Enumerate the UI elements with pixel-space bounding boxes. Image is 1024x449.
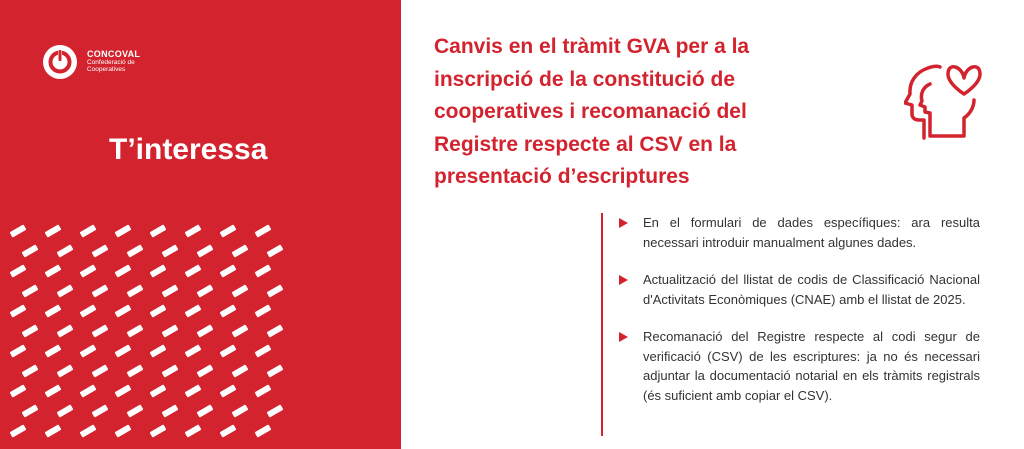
decorative-dash [197,284,214,297]
decorative-dash [255,304,272,317]
decorative-dash [150,224,167,237]
decorative-dash [162,244,179,257]
decorative-dash [45,384,62,397]
decorative-dash [220,264,237,277]
bullet-arrow-icon [619,218,628,228]
decorative-dash [92,284,109,297]
decorative-dash [92,324,109,337]
decorative-dash [267,284,284,297]
decorative-dash [197,244,214,257]
decorative-dash [197,404,214,417]
brand-subtitle-line2: Cooperatives [87,65,126,73]
decorative-dash [127,284,144,297]
decorative-dash [10,424,27,437]
decorative-dash [127,404,144,417]
section-tag: T’interessa [109,133,268,166]
decorative-dash [255,264,272,277]
head-heart-icon [904,60,986,140]
decorative-dash [185,344,202,357]
bullet-arrow-icon [619,275,628,285]
decorative-dash [197,364,214,377]
decorative-dash [220,384,237,397]
logo-text [87,50,140,73]
decorative-dash [10,344,27,357]
decorative-dash [232,324,249,337]
decorative-dash [232,284,249,297]
decorative-dash [57,284,74,297]
list-item [615,270,980,309]
decorative-dash [92,364,109,377]
concoval-logo-icon [42,44,78,80]
decorative-dash [162,284,179,297]
decorative-dash [267,404,284,417]
decorative-dash [185,304,202,317]
decorative-dash [57,324,74,337]
decorative-dash [10,224,27,237]
decorative-dash [255,384,272,397]
bullet-arrow-icon [619,332,628,342]
decorative-dash [255,344,272,357]
bullet-divider [601,213,603,436]
decorative-dash [185,264,202,277]
decorative-dash [45,224,62,237]
decorative-dash [220,224,237,237]
decorative-dash [232,364,249,377]
decorative-dash [150,384,167,397]
decorative-dash [197,324,214,337]
decorative-dash [115,224,132,237]
bullet-text: En el formulari de dades específiques: ara resulta necessari introduir manualment algunes dades. [643,215,980,250]
decorative-dash [162,364,179,377]
decorative-dash [115,304,132,317]
decorative-dash [115,384,132,397]
brand-subtitle-line1: Confederació de [87,58,135,66]
list-item [615,327,980,405]
decorative-dash [185,224,202,237]
decorative-dash [80,424,97,437]
decorative-dash [267,364,284,377]
decorative-dash [150,344,167,357]
decorative-dash [220,344,237,357]
decorative-dash [162,324,179,337]
decorative-dash [92,244,109,257]
decorative-dash [45,264,62,277]
decorative-dash [80,304,97,317]
decorative-dash [115,264,132,277]
page-title: Canvis en el tràmit GVA per a la inscripció de la constitució de cooperatives i recomanació del Registre respecte al CSV en la presentació d’escriptures [434,35,750,188]
decorative-dash [22,364,39,377]
decorative-dash [232,404,249,417]
decorative-dash [10,264,27,277]
list-item [615,213,980,252]
decorative-dash [267,324,284,337]
decorative-dash [22,244,39,257]
content-panel [401,0,1024,449]
decorative-dash [220,304,237,317]
decorative-dash [185,384,202,397]
decorative-dash [255,424,272,437]
bullet-list [615,213,980,405]
decorative-dash [45,344,62,357]
decorative-dash [255,224,272,237]
decorative-dash [80,384,97,397]
decorative-dash [80,224,97,237]
decorative-dash [10,304,27,317]
decorative-dash [185,424,202,437]
left-panel [0,0,401,449]
decorative-dash [267,244,284,257]
decorative-dash [127,244,144,257]
decorative-dash [45,424,62,437]
decorative-dash [127,324,144,337]
decorative-dash [150,424,167,437]
decorative-dash [80,264,97,277]
decorative-dash [57,364,74,377]
decorative-dash [150,264,167,277]
decorative-dash [162,404,179,417]
decorative-dash [150,304,167,317]
decorative-dash [22,324,39,337]
brand-name: CONCOVAL [87,49,141,60]
decorative-dash [232,244,249,257]
decorative-dash [22,284,39,297]
decorative-dash [127,364,144,377]
decorative-dash [115,424,132,437]
bullet-text: Recomanació del Registre respecte al codi segur de verificació (CSV) de les escriptures: ja no és necessari adjuntar la documentació notarial en els tràmits registrals (és suficient amb copiar el CSV). [643,329,980,403]
decorative-dash [57,244,74,257]
decorative-dash [115,344,132,357]
decorative-dash [57,404,74,417]
decorative-dash [22,404,39,417]
decorative-dash [220,424,237,437]
decorative-dash [80,344,97,357]
decorative-dash [45,304,62,317]
bullet-text: Actualització del llistat de codis de Classificació Nacional d'Activitats Econòmiques (CNAE) amb el llistat de 2025. [643,272,980,307]
decorative-dash [10,384,27,397]
decorative-dash [92,404,109,417]
concoval-logo [42,44,140,80]
